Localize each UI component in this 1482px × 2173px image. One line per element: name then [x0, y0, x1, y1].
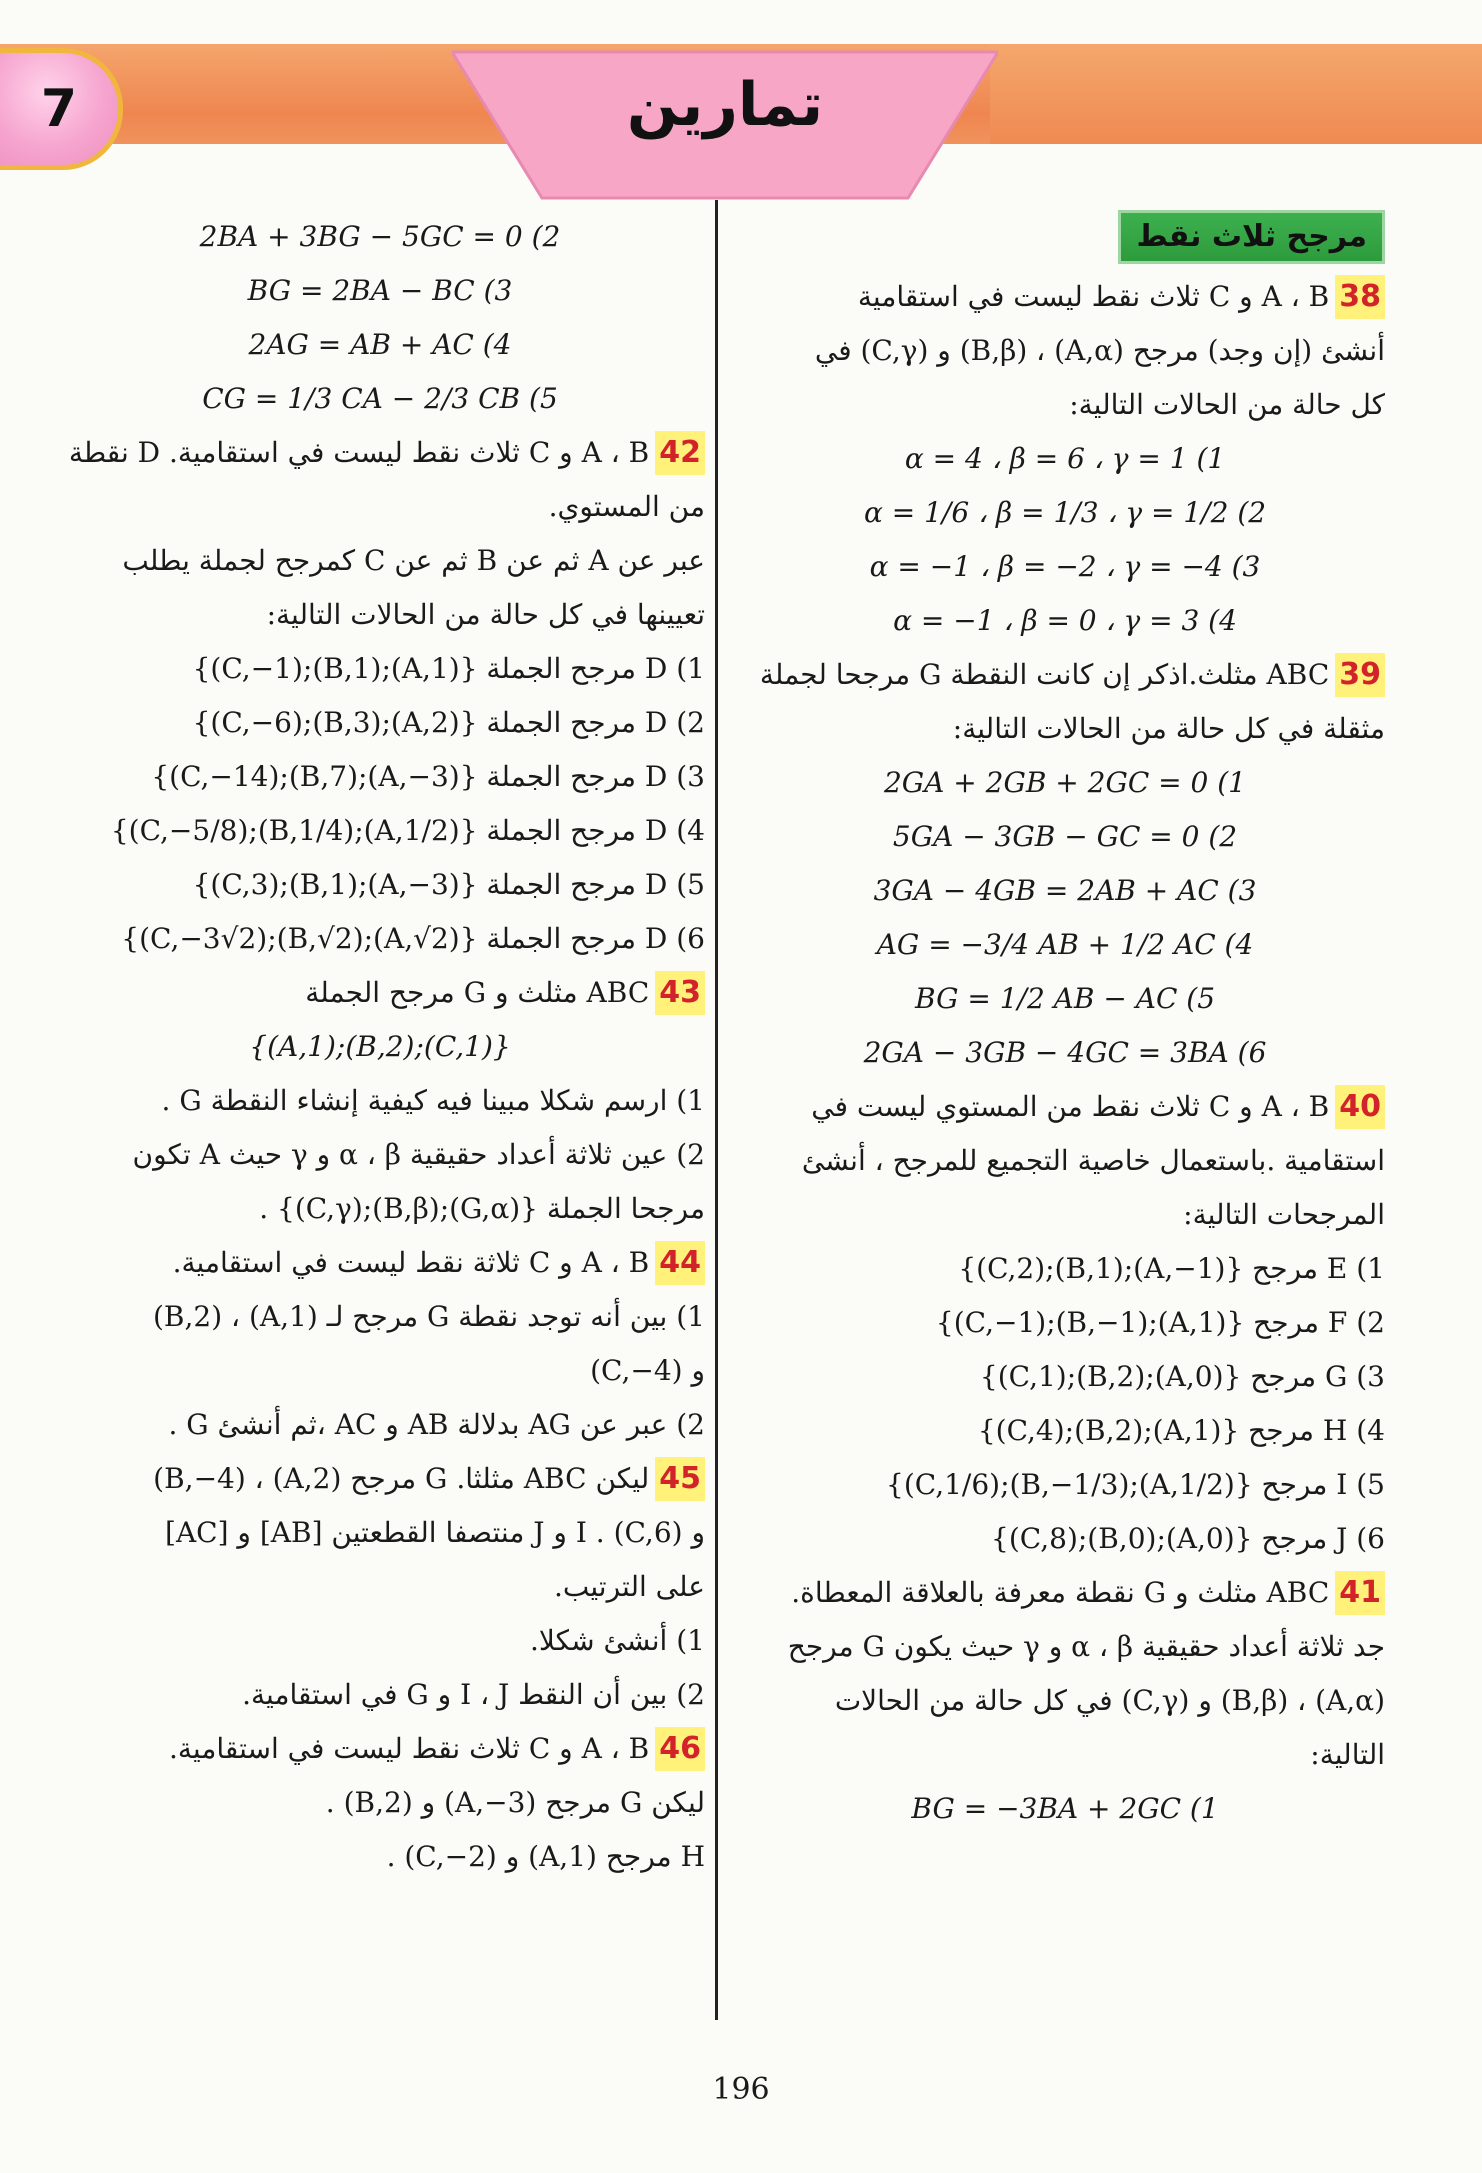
right-column-line: [745, 702, 1385, 756]
math-expression: BG = 1/2 AB − AC (5: [914, 982, 1216, 1015]
left-column-line: [55, 1614, 705, 1668]
right-column-line: [745, 1782, 1385, 1836]
column-divider: [715, 200, 718, 2020]
exercise-text: 3) D مرجح الجملة {(A,−3);(B,7);(C,−14)}: [151, 760, 705, 793]
exercise-text: A ، B و C ثلاث نقط ليست في استقامية: [857, 280, 1330, 313]
math-expression: BG = 2BA − BC (3: [247, 274, 513, 307]
left-column-line: [55, 912, 705, 966]
right-column-line: [745, 594, 1385, 648]
right-column-line: [745, 756, 1385, 810]
left-column-line: [55, 966, 705, 1020]
math-expression: α = −1 ، β = −2 ، γ = −4 (3: [869, 550, 1261, 583]
exercise-number: 40: [1335, 1085, 1385, 1129]
right-column-line: [745, 486, 1385, 540]
left-column-line: [55, 1398, 705, 1452]
exercise-text: 1) بين أنه توجد نقطة G مرجح لـ (A,1) ، (B,2): [152, 1300, 705, 1333]
left-column-line: [55, 210, 705, 264]
right-column-line: [745, 1458, 1385, 1512]
left-column-line: [55, 372, 705, 426]
exercise-text: 1) ارسم شكلا مبينا فيه كيفية إنشاء النقطة G .: [161, 1084, 705, 1117]
right-column-line: [745, 1566, 1385, 1620]
right-column-line: [745, 540, 1385, 594]
right-column-line: [745, 918, 1385, 972]
left-column-line: [55, 1668, 705, 1722]
exercise-text: 6) D مرجح الجملة {(A,√2);(B,√2);(C,−3√2)}: [121, 922, 705, 955]
exercise-text: ABC مثلث و G نقطة معرفة بالعلاقة المعطاة.: [791, 1576, 1330, 1609]
right-column-line: [745, 270, 1385, 324]
right-column: [745, 210, 1385, 1836]
left-column-line: [55, 858, 705, 912]
right-column-line: [745, 1296, 1385, 1350]
exercise-text: A ، B و C ثلاثة نقط ليست في استقامية.: [172, 1246, 650, 1279]
left-column-line: [55, 1830, 705, 1884]
left-column-line: [55, 1128, 705, 1182]
left-column-line: [55, 1290, 705, 1344]
left-column-line: [55, 480, 705, 534]
right-column-line: [745, 1080, 1385, 1134]
chapter-number: 7: [40, 79, 78, 139]
exercise-text: 1) أنشئ شكلا.: [530, 1624, 705, 1657]
exercise-text: 3) G مرجح {(A,0);(B,2);(C,1)}: [979, 1360, 1385, 1393]
math-expression: BG = −3BA + 2GC (1: [911, 1792, 1219, 1825]
exercise-text: 1) E مرجح {(A,−1);(B,1);(C,2)}: [958, 1252, 1385, 1285]
left-column-line: [55, 534, 705, 588]
left-column-line: [55, 1452, 705, 1506]
exercise-number: 45: [655, 1457, 705, 1501]
right-column-line: [745, 864, 1385, 918]
right-column-line: [745, 432, 1385, 486]
exercise-text: مرجحا الجملة {(G,α);(B,β);(C,γ)} .: [259, 1192, 705, 1225]
exercise-text: عبر عن A ثم عن B ثم عن C كمرجح لجملة يطلب: [122, 544, 705, 577]
exercise-text: كل حالة من الحالات التالية:: [1069, 388, 1385, 421]
exercise-text: أنشئ (إن وجد) مرجح (A,α) ، (B,β) و (C,γ) في: [814, 334, 1385, 367]
exercise-number: 41: [1335, 1571, 1385, 1615]
left-column-line: [55, 642, 705, 696]
left-column-line: [55, 750, 705, 804]
math-expression: 2GA − 3GB − 4GC = 3BA (6: [863, 1036, 1267, 1069]
right-column-line: [745, 1620, 1385, 1674]
exercise-text: 2) D مرجح الجملة {(A,2);(B,3);(C,−6)}: [192, 706, 705, 739]
exercise-number: 39: [1335, 653, 1385, 697]
math-expression: AG = −3/4 AB + 1/2 AC (4: [876, 928, 1254, 961]
exercise-text: 2) عين ثلاثة أعداد حقيقية α ، β و γ حيث A تكون: [132, 1138, 705, 1171]
exercise-text: 4) D مرجح الجملة {(A,1/2);(B,1/4);(C,−5/8)}: [110, 814, 705, 847]
left-column-line: [55, 318, 705, 372]
page-number: 196: [712, 2072, 770, 2107]
exercise-number: 42: [655, 431, 705, 475]
left-column-line: [55, 1236, 705, 1290]
left-column-line: [55, 1020, 705, 1074]
right-column-line: [745, 1242, 1385, 1296]
exercise-text: من المستوي.: [548, 490, 705, 523]
exercise-text: على الترتيب.: [553, 1570, 705, 1603]
exercise-text: 2) F مرجح {(A,1);(B,−1);(C,−1)}: [935, 1306, 1385, 1339]
exercise-text: مثقلة في كل حالة من الحالات التالية:: [952, 712, 1385, 745]
left-column-line: [55, 804, 705, 858]
right-column-line: [745, 1350, 1385, 1404]
left-column-line: [55, 588, 705, 642]
exercise-text: التالية:: [1310, 1738, 1385, 1771]
exercise-text: و (C,−4): [590, 1354, 705, 1387]
exercise-text: 6) J مرجح {(A,0);(B,0);(C,8)}: [991, 1522, 1385, 1555]
exercise-text: A ، B و C ثلاث نقط ليست في استقامية.: [169, 1732, 650, 1765]
exercise-text: (A,α) ، (B,β) و (C,γ) في كل حالة من الحالات: [834, 1684, 1385, 1717]
chapter-badge: [0, 48, 123, 170]
exercise-number: 44: [655, 1241, 705, 1285]
exercise-text: ABC مثلث.اذكر إن كانت النقطة G مرجحا لجملة: [759, 658, 1330, 691]
right-column-line: [745, 324, 1385, 378]
math-expression: 5GA − 3GB − GC = 0 (2: [892, 820, 1238, 853]
left-column-line: [55, 426, 705, 480]
math-expression: 2AG = AB + AC (4: [248, 328, 512, 361]
right-column-line: [745, 1188, 1385, 1242]
exercise-text: H مرجح (A,1) و (C,−2) .: [386, 1840, 705, 1873]
left-column-line: [55, 1344, 705, 1398]
exercise-text: المرجحات التالية:: [1183, 1198, 1385, 1231]
left-column-line: [55, 264, 705, 318]
exercise-number: 38: [1335, 275, 1385, 319]
left-column-line: [55, 1560, 705, 1614]
right-column-line: [745, 810, 1385, 864]
right-column-line: [745, 1674, 1385, 1728]
exercise-text: تعيينها في كل حالة من الحالات التالية:: [266, 598, 705, 631]
left-column-line: [55, 1776, 705, 1830]
right-column-line: [745, 378, 1385, 432]
right-column-line: [745, 1404, 1385, 1458]
exercise-text: 5) I مرجح {(A,1/2);(B,−1/3);(C,1/6)}: [886, 1468, 1385, 1501]
right-column-line: [745, 972, 1385, 1026]
math-expression: 2BA + 3BG − 5GC = 0 (2: [199, 220, 561, 253]
exercise-text: ليكن G مرجح (A,−3) و (B,2) .: [325, 1786, 705, 1819]
exercise-text: A ، B و C ثلاث نقط من المستوي ليست في: [811, 1090, 1330, 1123]
math-expression: α = −1 ، β = 0 ، γ = 3 (4: [893, 604, 1237, 637]
exercise-number: 43: [655, 971, 705, 1015]
math-expression: CG = 1/3 CA − 2/3 CB (5: [202, 382, 558, 415]
math-expression: 2GA + 2GB + 2GC = 0 (1: [883, 766, 1246, 799]
exercise-text: و (C,6) . I و J منتصفا القطعتين [AB] و [AC]: [165, 1516, 705, 1549]
right-column-line: [745, 1728, 1385, 1782]
exercise-text: ABC مثلث و G مرجح الجملة: [305, 976, 650, 1009]
section-title: مرجح ثلاث نقط: [1118, 210, 1385, 264]
left-column-line: [55, 1182, 705, 1236]
exercise-number: 46: [655, 1727, 705, 1771]
exercise-text: 4) H مرجح {(A,1);(B,2);(C,4)}: [977, 1414, 1385, 1447]
exercise-text: ليكن ABC مثلثا. G مرجح (A,2) ، (B,−4): [153, 1462, 650, 1495]
left-column-line: [55, 1506, 705, 1560]
left-column-line: [55, 696, 705, 750]
right-column-line: [745, 648, 1385, 702]
right-column-line: [745, 1134, 1385, 1188]
exercise-text: A ، B و C ثلاث نقط ليست في استقامية. D نقطة: [68, 436, 650, 469]
math-expression: α = 1/6 ، β = 1/3 ، γ = 1/2 (2: [863, 496, 1267, 529]
right-column-line: [745, 1026, 1385, 1080]
exercise-text: استقامية .باستعمال خاصية التجميع للمرجح ، أنشئ: [801, 1144, 1385, 1177]
exercise-text: 2) عبر عن AG بدلالة AB و AC ،ثم أنشئ G .: [168, 1408, 705, 1441]
math-expression: α = 4 ، β = 6 ، γ = 1 (1: [904, 442, 1226, 475]
exercise-text: 2) بين أن النقط I ، J و G في استقامية.: [242, 1678, 705, 1711]
left-column-line: [55, 1074, 705, 1128]
math-expression: {(A,1);(B,2);(C,1)}: [249, 1030, 511, 1063]
left-column-line: [55, 1722, 705, 1776]
math-expression: 3GA − 4GB = 2AB + AC (3: [873, 874, 1257, 907]
left-column: [55, 210, 705, 1884]
page-title: تمارين: [626, 70, 824, 140]
exercise-text: 5) D مرجح الجملة {(A,−3);(B,1);(C,3)}: [192, 868, 705, 901]
right-column-line: [745, 1512, 1385, 1566]
exercise-text: جد ثلاثة أعداد حقيقية α ، β و γ حيث يكون G مرجح: [787, 1630, 1385, 1663]
header-banner-right: [990, 44, 1482, 144]
exercise-text: 1) D مرجح الجملة {(A,1);(B,1);(C,−1)}: [192, 652, 705, 685]
